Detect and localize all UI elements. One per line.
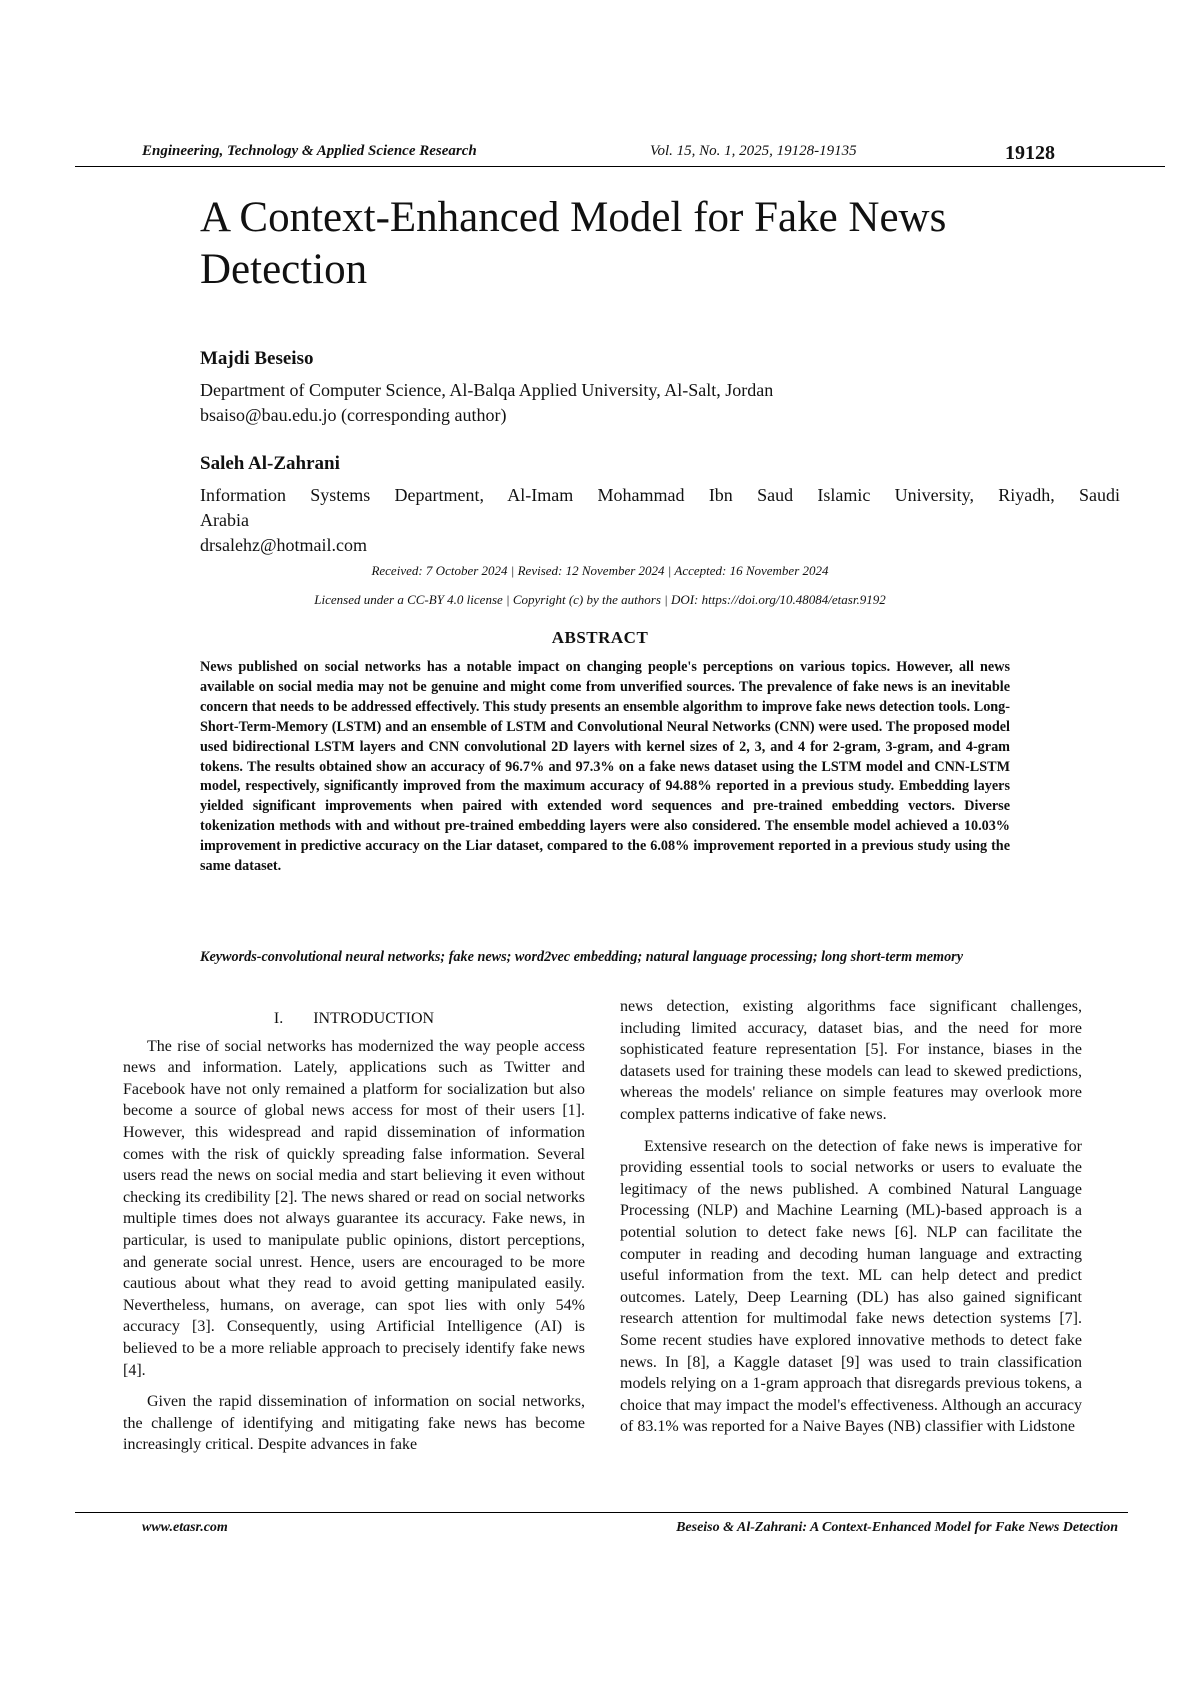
journal-name: Engineering, Technology & Applied Science Research: [142, 143, 477, 159]
author-name: Majdi Beseiso: [200, 348, 314, 369]
header-rule: [75, 166, 1165, 167]
author-affiliation: Information Systems Department, Al-Imam Mohammad Ibn Saud Islamic University, Riyadh, Saudi: [200, 485, 1120, 505]
section-title: INTRODUCTION: [313, 1010, 435, 1027]
paragraph: The rise of social networks has modernized the way people access news and information. Lately, applications such as Twitter and Facebook have not only remained a platform for socialization but also become a source of global news access for most of their users [1]. However, this widespread and rapid dissemination of information comes with the risk of quickly spreading false information. Several users read the news on social media and start believing it even without checking its credibility [2]. The news shared or read on social networks multiple times does not always guarantee its accuracy. Fake news, in particular, is used to manipulate public opinions, distort perceptions, and generate social unrest. Hence, users are encouraged to be more cautious about what they read to avoid getting manipulated easily. Nevertheless, humans, on average, can spot lies with only 54% accuracy [3]. Consequently, using Artificial Intelligence (AI) is believed to be a more reliable approach to precisely identify fake news [4].: [123, 1037, 585, 1379]
author-email[interactable]: bsaiso@bau.edu.jo (corresponding author): [200, 405, 507, 425]
left-column: [123, 1008, 585, 1466]
paragraph: news detection, existing algorithms face significant challenges, including limited accuracy, dataset bias, and the need for more sophisticated feature representation [5]. For instance, biases in the datasets used for training these models can lead to skewed predictions, whereas the models' reliance on simple features may overlook more complex patterns indicative of fake news.: [620, 998, 1082, 1123]
author-block-1: [200, 346, 1120, 428]
author-affiliation-cont: Arabia: [200, 510, 249, 530]
keywords: Keywords-convolutional neural networks; fake news; word2vec embedding; natural language processing; long short-term memory: [200, 949, 964, 965]
paper-title: A Context-Enhanced Model for Fake News Detection: [200, 194, 947, 293]
footer-running-title: Beseiso & Al-Zahrani: A Context-Enhanced Model for Fake News Detection: [676, 1520, 1118, 1535]
paragraph: Extensive research on the detection of fake news is imperative for providing essential tools to social networks or users to evaluate the legitimacy of the news published. A combined Natural Language Processing (NLP) and Machine Learning (ML)-based approach is a potential solution to detect fake news [6]. NLP can facilitate the computer in reading and decoding human language and extracting useful information from the text. ML can help detect and predict outcomes. Lately, Deep Learning (DL) has also gained significant research attention for multimodal fake news detection systems [7]. Some recent studies have explored innovative methods to detect fake news. In [8], a Kaggle dataset [9] was used to train classification models relying on a 1-gram approach that disregards previous tokens, a choice that may impact the model's effectiveness. Although an accuracy of 83.1% was reported for a Naive Bayes (NB) classifier with Lidstone: [620, 1137, 1082, 1436]
volume-info: Vol. 15, No. 1, 2025, 19128-19135: [650, 143, 857, 159]
footer-website[interactable]: www.etasr.com: [142, 1520, 228, 1535]
paragraph: Given the rapid dissemination of information on social networks, the challenge of identifying and mitigating fake news has become increasingly critical. Despite advances in fake: [123, 1393, 585, 1454]
abstract-text: News published on social networks has a notable impact on changing people's perceptions on various topics. However, all news available on social media may not be genuine and might come from unverified sources. The prevalence of fake news is an inevitable concern that needs to be addressed effectively. This study presents an ensemble algorithm to improve fake news detection tools. Long-Short-Term-Memory (LSTM) and an ensemble of LSTM and Convolutional Neural Networks (CNN) were used. The proposed model used bidirectional LSTM layers and CNN convolutional 2D layers with kernel sizes of 2, 3, and 4 for 2-gram, 3-gram, and 4-gram tokens. The results obtained show an accuracy of 96.7% and 97.3% on a fake news dataset using the LSTM model and CNN-LSTM model, respectively, significantly improved from the maximum accuracy of 94.88% reported in a previous study. Embedding layers yielded significant improvements when paired with extended word sequences and pre-trained embedding vectors. Diverse tokenization methods with and without pre-trained embedding layers were also considered. The ensemble model achieved a 10.03% improvement in predictive accuracy on the Liar dataset, compared to the 6.08% improvement reported in a previous study using the same dataset.: [200, 659, 1010, 875]
author-block-2: [200, 451, 1120, 558]
page-number: 19128: [1005, 142, 1055, 164]
abstract-heading: ABSTRACT: [551, 628, 649, 647]
author-email[interactable]: drsalehz@hotmail.com: [200, 535, 368, 555]
author-name: Saleh Al-Zahrani: [200, 453, 340, 474]
right-column: [620, 996, 1082, 1448]
publication-dates: Received: 7 October 2024 | Revised: 12 November 2024 | Accepted: 16 November 2024: [371, 563, 829, 578]
license-line: Licensed under a CC-BY 4.0 license | Copyright (c) by the authors | DOI: https://doi.org/10.48084/etasr.9192: [314, 592, 886, 607]
section-heading: [123, 1008, 585, 1030]
author-affiliation: Department of Computer Science, Al-Balqa Applied University, Al-Salt, Jordan: [200, 380, 774, 400]
footer-rule: [75, 1512, 1128, 1513]
section-number: I.: [273, 1010, 284, 1027]
